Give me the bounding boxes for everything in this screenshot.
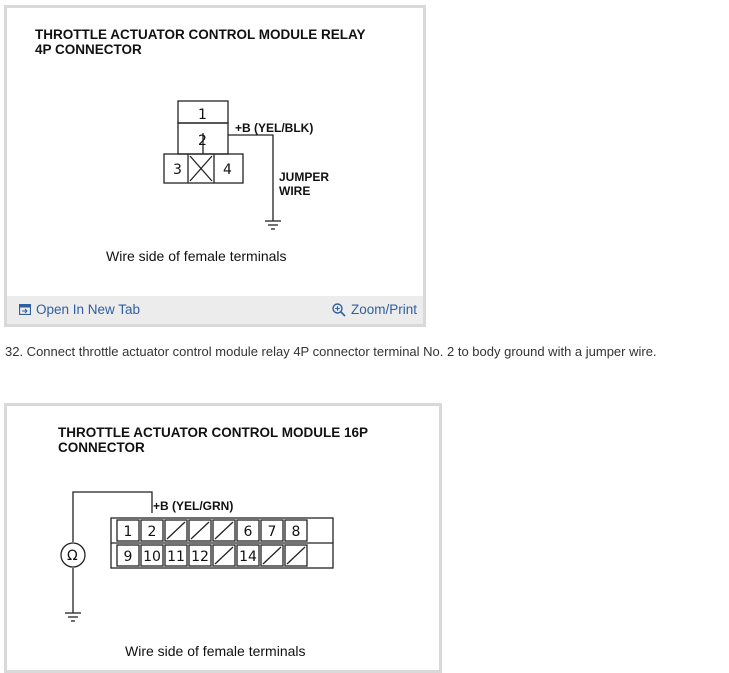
jumper-label-line2: WIRE [279, 184, 311, 198]
figure-card-relay [4, 5, 426, 327]
jumper-label-line1: JUMPER [279, 170, 330, 184]
pin-label: 2 [147, 524, 157, 540]
pin-label: 1 [123, 524, 133, 540]
new-tab-icon [19, 304, 31, 315]
pin-label-1: 1 [198, 107, 207, 123]
open-in-new-tab-link[interactable] [19, 302, 140, 317]
pin-label-4: 4 [223, 162, 232, 178]
pin-label-2: 2 [198, 133, 207, 149]
pin-label: 9 [123, 549, 133, 565]
unused-pin-slash [263, 547, 281, 564]
figure-card-16p [4, 403, 442, 673]
module-16p-connector-diagram [7, 406, 439, 670]
open-in-new-tab-label: Open In New Tab [36, 302, 141, 317]
pin-label: 6 [243, 524, 253, 540]
unused-pin-slash [191, 522, 209, 539]
pin-label: 14 [239, 549, 257, 565]
ohmmeter-symbol: Ω [67, 548, 78, 564]
figure2-wire-label: +B (YEL/GRN) [153, 499, 234, 513]
figure1-caption: Wire side of female terminals [106, 248, 287, 264]
figure2-title-line2: CONNECTOR [58, 440, 145, 455]
relay-connector-diagram [7, 8, 423, 296]
pin-label: 7 [267, 524, 277, 540]
unused-pin-slash [215, 547, 233, 564]
connector-16p-grid [111, 518, 333, 568]
figure1-title-line1: THROTTLE ACTUATOR CONTROL MODULE RELAY [35, 27, 366, 42]
pin-label: 10 [143, 549, 161, 565]
figure1-title-line2: 4P CONNECTOR [35, 42, 142, 57]
figure-toolbar [7, 296, 423, 324]
pin-label: 12 [191, 549, 209, 565]
pin-label-3: 3 [173, 162, 182, 178]
unused-pin-slash [167, 522, 185, 539]
zoom-print-link[interactable] [332, 302, 417, 317]
pin-label: 11 [167, 549, 185, 565]
pin-label: 8 [291, 524, 301, 540]
zoom-icon [332, 303, 346, 317]
unused-pin-slash [215, 522, 233, 539]
figure1-wire-label: +B (YEL/BLK) [235, 121, 314, 135]
relay-connector [164, 101, 243, 183]
meter-wire-upper [73, 492, 152, 542]
jumper-wire [228, 135, 281, 229]
figure2-title-line1: THROTTLE ACTUATOR CONTROL MODULE 16P [58, 425, 368, 440]
instruction-step-32: 32. Connect throttle actuator control module relay 4P connector terminal No. 2 to body ground with a jumper wire. [5, 344, 657, 359]
figure2-caption: Wire side of female terminals [125, 643, 306, 659]
zoom-print-label: Zoom/Print [350, 302, 417, 317]
unused-pin-slash [287, 547, 305, 564]
